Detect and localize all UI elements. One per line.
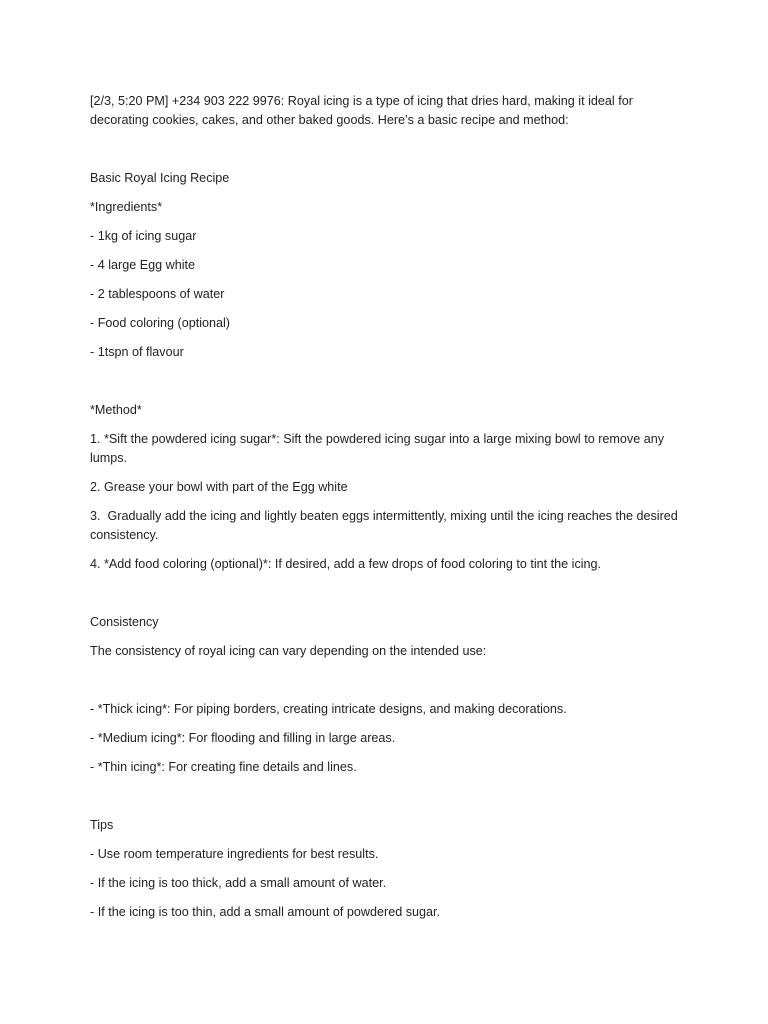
method-step: 3. Gradually add the icing and lightly beaten eggs intermittently, mixing until the icing reaches the desired consistency. [90, 509, 682, 542]
consistency-item: - *Medium icing*: For flooding and filling in large areas. [90, 731, 396, 745]
ingredient-item: - Food coloring (optional) [90, 316, 231, 330]
method-step: 4. *Add food coloring (optional)*: If desired, add a few drops of food coloring to tint the icing. [90, 557, 602, 571]
consistency-item: - *Thin icing*: For creating fine details and lines. [90, 760, 357, 774]
method-heading: *Method* [90, 403, 142, 417]
ingredient-item: - 1kg of icing sugar [90, 229, 197, 243]
document-body [90, 92, 690, 932]
recipe-heading: Basic Royal Icing Recipe [90, 171, 230, 185]
method-step: 2. Grease your bowl with part of the Egg white [90, 480, 348, 494]
ingredient-item: - 4 large Egg white [90, 258, 196, 272]
blank-line [90, 372, 690, 401]
blank-line [90, 584, 690, 613]
consistency-item: - *Thick icing*: For piping borders, creating intricate designs, and making decorations. [90, 702, 567, 716]
tip-item: - If the icing is too thin, add a small amount of powdered sugar. [90, 905, 441, 919]
intro-paragraph: [2/3, 5:20 PM] +234 903 222 9976: Royal icing is a type of icing that dries hard, making it ideal for decorating cookies, cakes, and other baked goods. Here’s a basic recipe and method: [90, 94, 637, 127]
ingredients-heading: *Ingredients* [90, 200, 163, 214]
method-step: 1. *Sift the powdered icing sugar*: Sift the powdered icing sugar into a large mixing bowl to remove any lumps. [90, 432, 668, 465]
blank-line [90, 787, 690, 816]
tip-item: - If the icing is too thick, add a small amount of water. [90, 876, 387, 890]
blank-line [90, 671, 690, 700]
consistency-heading: Consistency [90, 615, 159, 629]
tip-item: - Use room temperature ingredients for best results. [90, 847, 379, 861]
ingredient-item: - 1tspn of flavour [90, 345, 184, 359]
tips-heading: Tips [90, 818, 114, 832]
blank-line [90, 140, 690, 169]
consistency-intro: The consistency of royal icing can vary depending on the intended use: [90, 644, 487, 658]
ingredient-item: - 2 tablespoons of water [90, 287, 225, 301]
